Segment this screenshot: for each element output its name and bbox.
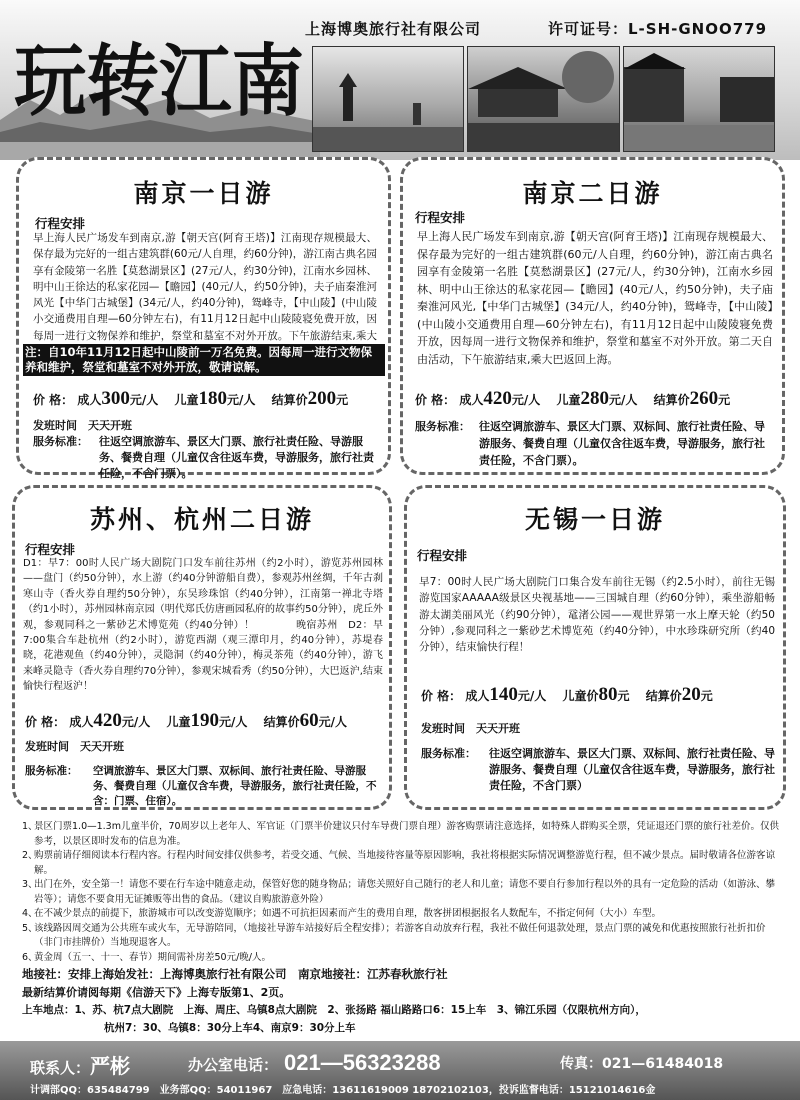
photo-water-town (623, 46, 775, 152)
logo-play-jiangnan (12, 16, 312, 126)
price-row: 价 格： 成人420元/人 儿童190元/人 结算价60元/人 (25, 710, 347, 731)
price-row: 价 格： 成人140元/人 儿童价80元 结算价20元 (421, 684, 713, 705)
depart-row: 发班时间 天天开班 (421, 722, 520, 735)
service-standard: 服务标准： 往返空调旅游车、景区大门票、旅行社责任险、导游服务、餐费自理（儿童仅含往返车费，导游服务，旅行社责任险，不含门票）。 (33, 435, 374, 480)
note-item: 1、 景区门票1.0—1.3m儿童半价，70周岁以上老年人、军官证（门票半价建议只付车导费门票自理）游客购票请注意选择，如特殊人群购买全票，凭证退还门票的旅行社差价。仅供参考，以景区即时发布的信息为准。 (22, 821, 780, 847)
itinerary-text: D1：早7：00时人民广场大剧院门口发车前往苏州（约2小时），游览苏州园林——盘门（约50分钟），水上游（约40分钟游船自费），参观苏州丝绸，千年古刹寒山寺（香火券自理约50分钟），东吴珍珠馆（约40分钟），江南第一禅北寺塔（约1小时），苏州园林南京园（明代郑氏仿唐画园私府的故事约50分钟），虎丘外观，参观同科之一紫砂艺术博览苑（约40分钟）！ 晚宿苏州 D2：早7:00集合车赴杭州（约2小时），游览西湖（观三潭印月，约40分钟），苏堤春晓，花港观鱼（约40分钟），灵隐洞（约40分钟），梅灵茶苑（约40分钟），游飞来峰灵隐寺（香火券自理约70分钟），参观宋城看秀（约50分钟），大巴返沪,结束愉快行程返沪！ (23, 558, 383, 693)
pickup-points: 上车地点：1、苏、杭7点大剧院 上海、周庄、乌镇8点大剧院 2、张扬路 福山路路口6：15上车 3、锦江乐园（仅限杭州方向）， (22, 1004, 646, 1016)
license-number: 许可证号：L-SH-GNOO779 (548, 20, 768, 38)
note-item: 3、 出门在外，安全第一！请您不要在行车途中随意走动，保管好您的随身物品；请您关照好自己随行的老人和儿童；请您不要自行参加行程以外的具有一定危险的活动（如游泳、攀岩等）；请您不要食用无证摊贩等出售的食品。（建议自购旅游意外险） (22, 879, 776, 905)
itinerary-text: 早上海人民广场发车到南京,游【朝天宫(阿育王塔)】江南现存规模最大、保存最为完好的一组古建筑群(60元/人自理，约60分钟)，游江南古典名园享有金陵第一名胜【莫愁湖景区】(27元/人，约30分钟)，江南水乡园林、明中山王徐达的私家花园—【瞻园】(40元/人，约50分钟)，夫子庙秦淮河风光【中华门古城堡】(34元/人，约40分钟)，鸳峰寺，【中山陵】(中山陵小交通费用自理—60分钟左右)，有11月12日起中山陵陵寝免费开放，因每周一进行文物保养和维护，祭堂和墓室不对外开放。下午旅游结束,乘大 (33, 232, 377, 342)
photo-garden-pavilion (467, 46, 620, 152)
ground-agency: 地接社：安排上海始发社：上海博奥旅行社有限公司 南京地接社：江苏春秋旅行社 (22, 967, 448, 981)
photo-west-lake-pagoda (312, 46, 464, 152)
fax: 传真：021—61484018 (560, 1056, 724, 1072)
tour-title: 南京一日游 (19, 174, 388, 210)
itinerary-text: 早7：00时人民广场大剧院门口集合发车前往无锡（约2.5小时），前往无锡游览国家AAAAA级景区央视基地——三国城自理（约60分钟），乘坐游船畅游太湖美丽风光（约90分钟），鼋渚公园——观世界第一水上摩天轮（约50分钟）,参观同科之一紫砂艺术博览苑（约40分钟），中水珍珠研究所（约40分钟），结束愉快行程！ (419, 576, 775, 654)
child-price: 190 (190, 710, 219, 731)
tour-card-nanjing-1day (16, 157, 391, 480)
note-item: 2、 购票前请仔细阅读本行程内容。行程内时间安排仅供参考，若受交通、气候、当地接待容量等原因影响，我社将根据实际情况调整游览行程，但不减少景点。届时敬请各位游客谅解。 (22, 850, 776, 876)
itinerary-heading: 行程安排 (417, 548, 468, 563)
note-item: 4、 在不减少景点的前提下，旅游城市可以改变游览顺序；如遇不可抗拒因素而产生的费用自理，散客拼团根据报名人数配车，不指定何何（大小）车型。 (22, 908, 662, 919)
note-item: 6、 黄金周（五一、十一、春节）期间需补房差50元/晚/人。 (22, 951, 271, 963)
itinerary-heading: 行程安排 (25, 542, 76, 557)
settle-price: 20 (681, 684, 701, 705)
depart-row: 发班时间 天天开班 (33, 419, 132, 432)
note-item: 5、 该线路因周交通为公共班车或火车，无导游陪同，（地接社导游车站接好后全程安排）；若游客自动放弃行程，我社不做任何退款处理，景点门票的减免和优惠按照旅行社折扣价（非门市挂牌价）当地现退客人。 (22, 922, 766, 948)
adult-price: 140 (489, 684, 518, 705)
service-standard: 服务标准： 空调旅游车、景区大门票、双标间、旅行社责任险、导游服务、餐费自理（儿童仅含车费，导游服务，旅行社责任险，不含：门票、住宿）。 (25, 765, 377, 807)
tour-title: 无锡一日游 (407, 500, 783, 536)
adult-price: 420 (93, 710, 122, 731)
tour-title: 南京二日游 (403, 174, 782, 210)
pickup-points-2: 杭州7：30、乌镇8：30分上车4、南京9：30分上车 (104, 1022, 356, 1034)
itinerary-text: 早上海人民广场发车到南京,游【朝天宫(阿育王塔)】江南现存规模最大、保存最为完好的一组古建筑群(60元/人自理，约60分钟)，游江南古典名园享有金陵第一名胜【莫愁湖景区】(27元/人，约30分钟)，江南水乡园林、明中山王徐达的私家花园—【瞻园】(40元/人，约50分钟)，夫子庙秦淮河风光,【中华门古城堡】(34元/人，约40分钟)，鸳峰寺，【中山陵】(中山陵小交通费用自理—60分钟左右)，有11月12日起中山陵陵寝免费开放，因每周一进行文物保养和维护，祭堂和墓室不对外开放。第二天自由活动，下午旅游结束,乘大巴返回上海。 (417, 230, 773, 366)
settle-price: 260 (689, 388, 719, 409)
office-phone: 办公室电话： 021—56323288 (188, 1050, 441, 1075)
child-price: 280 (580, 388, 609, 409)
tour-card-nanjing-2day (400, 157, 785, 475)
itinerary-heading: 行程安排 (415, 210, 466, 225)
price-row: 价 格： 成人420元/人 儿童280元/人 结算价260元 (415, 388, 731, 409)
logo-text: 玩转江南 (14, 36, 304, 126)
child-price: 180 (198, 388, 227, 409)
latest-price-info: 最新结算价请阅每期《信游天下》上海专版第1、2页。 (22, 986, 291, 999)
qq-and-hotline: 计调部QQ：635484799 业务部QQ：54011967 应急电话：13611619009 18702102103，投诉监督电话：15121014616金 (30, 1085, 656, 1096)
depart-row: 发班时间 天天开班 (25, 740, 124, 753)
contact-footer (0, 1041, 800, 1100)
notice-banner: 注：自10年11月12日起中山陵前一万名免费。因每周一进行文物保养和维护，祭堂和墓室不对外开放，敬请谅解。 (23, 344, 385, 376)
header-banner (0, 0, 800, 160)
adult-price: 420 (483, 388, 512, 409)
itinerary-heading: 行程安排 (35, 216, 86, 231)
price-row: 价 格： 成人300元/人 儿童180元/人 结算价200元 (33, 388, 349, 409)
adult-price: 300 (101, 388, 130, 409)
tour-title: 苏州、杭州二日游 (15, 500, 389, 536)
tour-card-suzhou-hangzhou-2day (12, 485, 392, 810)
settle-price: 200 (307, 388, 337, 409)
company-name: 上海博奥旅行社有限公司 (305, 20, 482, 38)
service-standard: 服务标准： 往返空调旅游车、景区大门票、双标间、旅行社责任险、导游服务、餐费自理（儿童仅含往返车费，导游服务，旅行社责任险，不含门票） (421, 747, 775, 792)
child-price: 80 (598, 684, 618, 705)
terms-notes (22, 820, 784, 965)
contact-person: 联系人：严彬 (30, 1054, 131, 1078)
settle-price: 60 (299, 710, 319, 731)
tour-card-wuxi-1day (404, 485, 786, 810)
service-standard: 服务标准： 往返空调旅游车、景区大门票、双标间、旅行社责任险、导游服务、餐费自理（儿童仅含往返车费，导游服务，旅行社责任险，不含门票）。 (415, 420, 765, 467)
